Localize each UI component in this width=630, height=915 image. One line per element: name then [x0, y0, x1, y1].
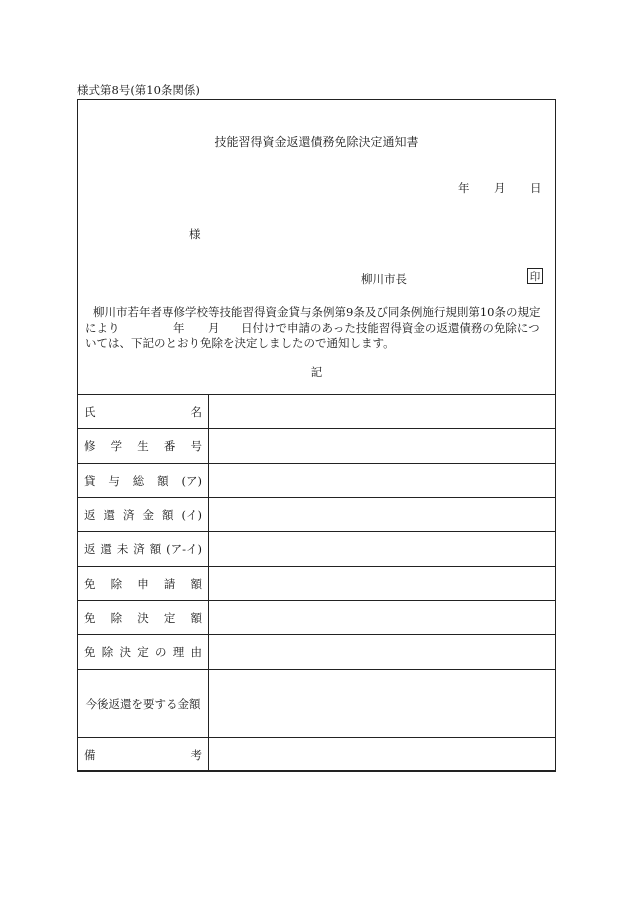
body-line-2-month: 月	[208, 320, 220, 335]
row-label-char: 額	[190, 610, 202, 625]
seal-stamp: 印	[527, 268, 543, 284]
row-label-char: 定	[137, 645, 149, 659]
row-label-char: 免	[84, 576, 96, 591]
body-line-1-text: 柳川市若年者専修学校等技能習得資金貸与条例第9条及び同条例施行規則第10条の規定	[93, 305, 541, 319]
row-label-char: 還	[103, 507, 115, 522]
row-label-char: 修	[84, 439, 96, 453]
row-value-name[interactable]	[209, 395, 556, 429]
row-value-unpaid-amount[interactable]	[209, 532, 556, 567]
row-label-char: 今後返還を要する金額	[85, 696, 201, 711]
row-label-char: 額	[190, 576, 202, 591]
table-row-remarks	[78, 738, 556, 772]
date-year-label: 年	[458, 181, 470, 195]
date-month-label: 月	[494, 181, 506, 195]
row-label-char: 氏	[84, 404, 96, 419]
row-label-exemption-request	[78, 567, 209, 601]
row-label-exemption-decision	[78, 601, 209, 635]
row-label-char: 定	[163, 610, 176, 625]
row-label-remaining-amount	[78, 670, 209, 738]
row-label-char: 免	[84, 610, 96, 625]
row-label-char: 除	[101, 645, 114, 659]
row-label-char: 請	[163, 576, 176, 591]
form-number: 様式第8号(第10条関係)	[77, 83, 200, 97]
row-label-char: (ア)	[181, 473, 202, 488]
row-label-char: 考	[190, 747, 202, 762]
table-row-exemption-request	[78, 567, 556, 601]
row-label-decision-reason	[78, 635, 209, 670]
row-label-char: 申	[137, 576, 149, 591]
table-row-remaining-amount	[78, 670, 556, 738]
table-row-student-number	[78, 429, 556, 464]
body-line-3	[85, 336, 555, 352]
row-label-char: 済	[133, 542, 145, 556]
row-label-char: 還	[100, 542, 112, 556]
row-label-char: 除	[110, 576, 123, 591]
body-line-3-text: いては、下記のとおり免除を決定しましたので通知します。	[85, 336, 395, 350]
row-label-char: 除	[110, 610, 123, 625]
table-row-repaid-amount	[78, 498, 556, 532]
row-label-char: 生	[137, 439, 149, 453]
row-label-char: (ア-イ)	[166, 542, 202, 556]
row-value-remarks[interactable]	[209, 738, 556, 772]
row-label-char: 備	[84, 747, 96, 762]
row-label-char: 額	[157, 473, 169, 488]
notice-body	[85, 305, 555, 352]
body-line-2	[85, 321, 555, 337]
notice-form	[77, 99, 556, 771]
row-label-char: 金	[142, 507, 154, 522]
row-value-exemption-request[interactable]	[209, 567, 556, 601]
row-label-char: (イ)	[181, 507, 202, 522]
body-line-1	[85, 305, 555, 321]
row-label-char: 返	[84, 542, 96, 556]
body-line-2-suffix: 日付けで申請のあった技能習得資金の返還債務の免除につ	[241, 320, 540, 335]
table-row-unpaid-amount	[78, 532, 556, 567]
table-row-exemption-decision	[78, 601, 556, 635]
row-label-char: 番	[163, 439, 176, 453]
row-label-char: 理	[172, 645, 185, 659]
row-value-remaining-amount[interactable]	[209, 670, 556, 738]
row-value-decision-reason[interactable]	[209, 635, 556, 670]
date-day-label: 日	[530, 181, 542, 195]
row-label-total-loan	[78, 464, 209, 498]
row-label-char: 免	[84, 645, 96, 659]
row-label-char: の	[155, 645, 167, 659]
body-line-2-year: 年	[173, 320, 185, 335]
row-value-exemption-decision[interactable]	[209, 601, 556, 635]
row-label-unpaid-amount	[78, 532, 209, 567]
row-label-char: 決	[119, 645, 131, 659]
document-title: 技能習得資金返還債務免除決定通知書	[214, 135, 419, 149]
row-label-name	[78, 395, 209, 429]
addressee: 様	[189, 227, 201, 241]
row-label-char: 貸	[84, 473, 96, 488]
table-row-name	[78, 395, 556, 429]
row-label-char: 額	[149, 542, 162, 556]
row-label-char: 決	[137, 610, 149, 625]
row-label-char: 学	[110, 439, 123, 453]
ki-heading: 記	[310, 365, 323, 379]
row-label-student-number	[78, 429, 209, 464]
notice-header	[78, 100, 555, 395]
row-label-char: 与	[108, 473, 120, 488]
table-row-total-loan	[78, 464, 556, 498]
details-table	[77, 394, 556, 772]
row-value-repaid-amount[interactable]	[209, 498, 556, 532]
row-label-char: 名	[190, 404, 202, 419]
body-line-2-prefix: により	[85, 320, 120, 335]
row-label-char: 額	[162, 507, 174, 522]
row-label-char: 号	[190, 439, 202, 453]
row-label-char: 返	[84, 507, 96, 522]
row-label-char: 未	[116, 542, 129, 556]
row-label-repaid-amount	[78, 498, 209, 532]
row-label-remarks	[78, 738, 209, 772]
issuer-name: 柳川市長	[361, 272, 407, 286]
row-label-char: 総	[132, 473, 145, 488]
row-value-student-number[interactable]	[209, 429, 556, 464]
table-row-decision-reason	[78, 635, 556, 670]
row-label-char: 由	[190, 645, 202, 659]
row-value-total-loan[interactable]	[209, 464, 556, 498]
row-label-char: 済	[123, 507, 135, 522]
